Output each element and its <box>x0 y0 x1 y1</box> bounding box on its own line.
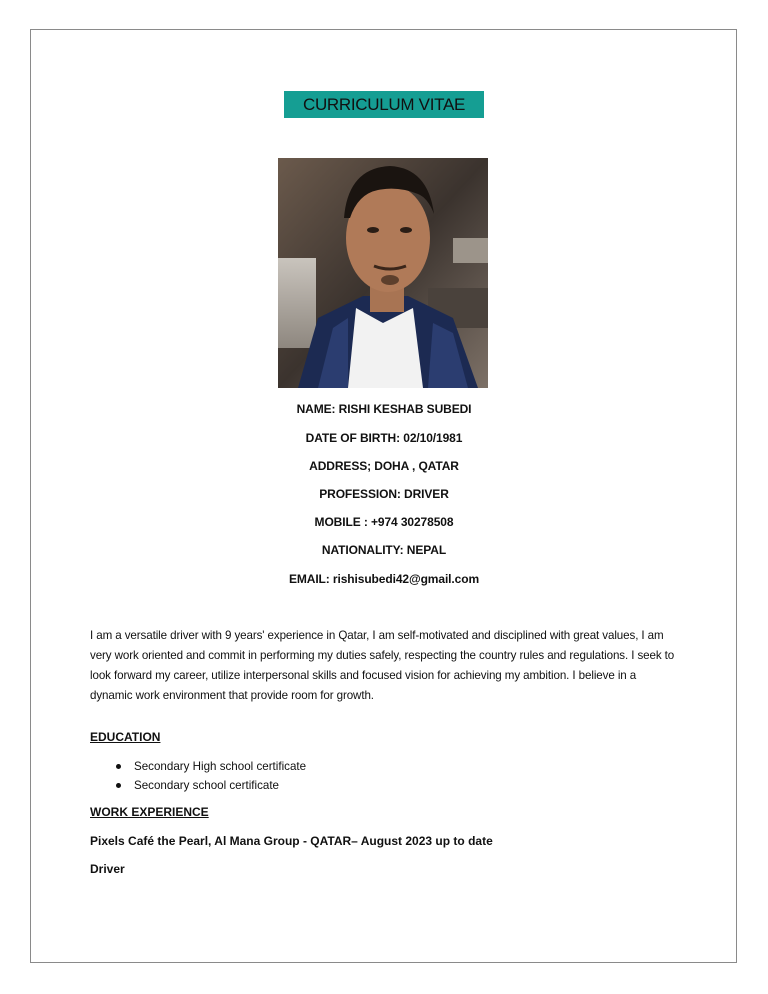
education-item: Secondary High school certificate <box>90 757 306 776</box>
profile-photo-illustration <box>278 158 488 388</box>
cv-title: CURRICULUM VITAE <box>284 91 484 118</box>
detail-email: EMAIL: rishisubedi42@gmail.com <box>288 572 480 586</box>
education-item: Secondary school certificate <box>90 776 306 795</box>
work-role: Driver <box>90 862 125 876</box>
detail-profession: PROFESSION: DRIVER <box>319 487 449 501</box>
detail-name: NAME: RISHI KESHAB SUBEDI <box>296 402 472 416</box>
profile-photo <box>278 158 488 388</box>
detail-nationality: NATIONALITY: NEPAL <box>321 543 447 557</box>
detail-mobile: MOBILE : +974 30278508 <box>314 515 454 529</box>
detail-address: ADDRESS; DOHA , QATAR <box>309 459 459 473</box>
education-heading: EDUCATION <box>90 730 161 744</box>
education-list <box>90 757 306 795</box>
detail-date-of-birth: DATE OF BIRTH: 02/10/1981 <box>305 431 463 445</box>
work-experience-heading: WORK EXPERIENCE <box>90 805 209 819</box>
profile-summary: I am a versatile driver with 9 years' experience in Qatar, I am self-motivated and disciplined with great values, I am very work oriented and commit in performing my duties safely, respecting the country rules and regulations. I seek to look forward my career, utilize interpersonal skills and focused vision for achieving my ambition. I believe in a dynamic work environment that provide room for growth. <box>90 629 675 702</box>
work-employer: Pixels Café the Pearl, Al Mana Group - QATAR– August 2023 up to date <box>90 834 493 848</box>
